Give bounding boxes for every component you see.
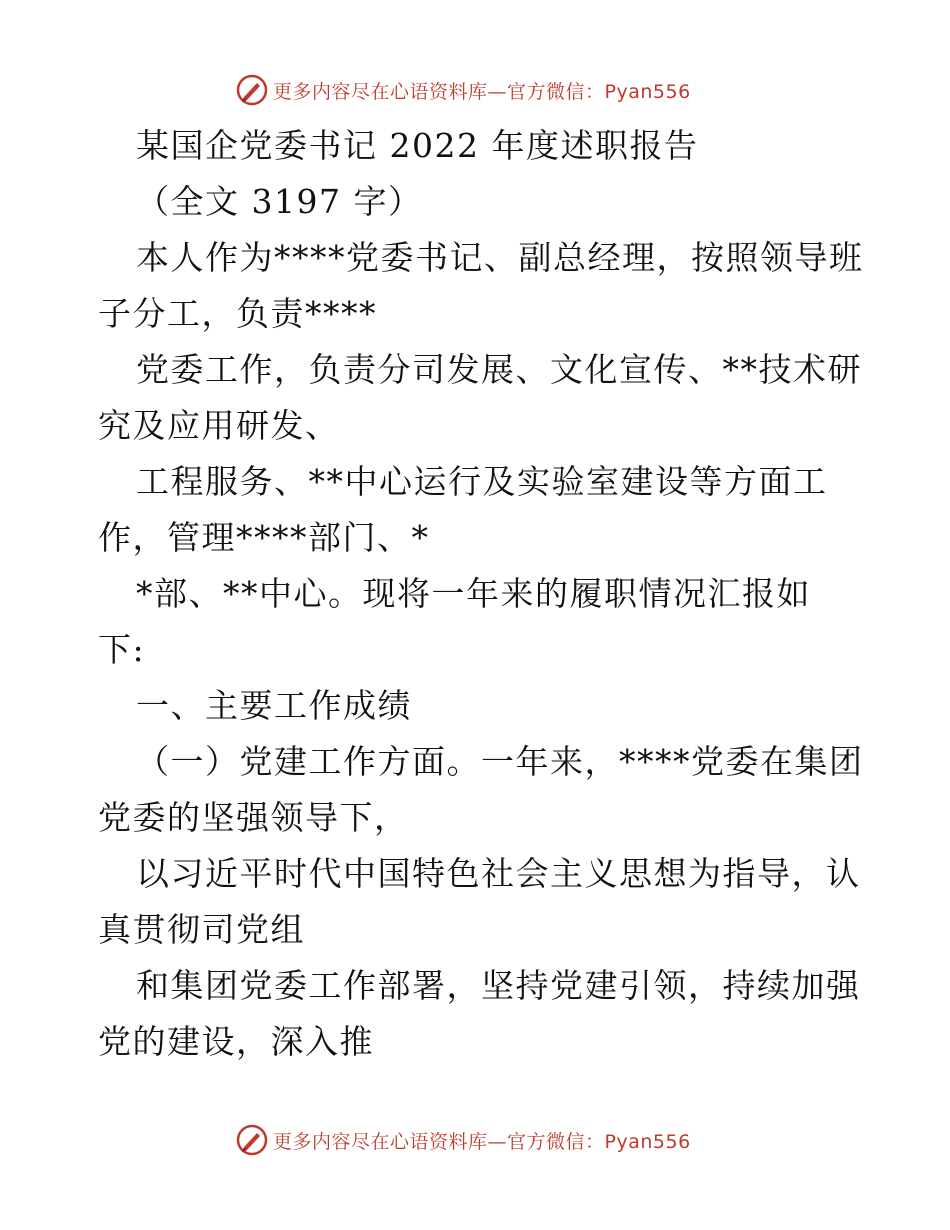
document-body — [98, 118, 864, 1070]
pen-logo-icon — [235, 73, 269, 107]
text-line: 工程服务、**中心运行及实验室建设等方面工 — [136, 462, 828, 501]
text-line: 党委的坚强领导下， — [98, 798, 409, 837]
text-line: 真贯彻司党组 — [98, 910, 305, 949]
pen-logo-icon — [235, 1123, 269, 1157]
text-line: 以习近平时代中国特色社会主义思想为指导，认 — [136, 854, 861, 893]
text-line: 和集团党委工作部署，坚持党建引领，持续加强 — [136, 966, 861, 1005]
text-line: 党委工作，负责分司发展、文化宣传、**技术研 — [136, 350, 862, 389]
text-line: 一、主要工作成绩 — [136, 686, 412, 725]
watermark-text: 更多内容尽在心语资料库—官方微信：Pyan556 — [273, 1130, 691, 1153]
text-line: 究及应用研发、 — [98, 406, 340, 445]
header-watermark — [235, 72, 691, 108]
text-line: 作，管理****部门、* — [98, 518, 430, 557]
text-line: （一）党建工作方面。一年来，****党委在集团 — [136, 742, 864, 781]
text-line: 党的建设，深入推 — [98, 1022, 374, 1061]
text-line: *部、**中心。现将一年来的履职情况汇报如 — [136, 574, 811, 613]
text-line: （全文 3197 字） — [136, 182, 423, 221]
text-line: 子分工，负责**** — [98, 294, 377, 333]
footer-watermark — [235, 1122, 691, 1158]
watermark-text: 更多内容尽在心语资料库—官方微信：Pyan556 — [273, 80, 691, 103]
text-line: 下: — [98, 630, 146, 669]
text-line: 本人作为****党委书记、副总经理，按照领导班 — [136, 238, 864, 277]
text-line: 某国企党委书记 2022 年度述职报告 — [136, 126, 699, 165]
